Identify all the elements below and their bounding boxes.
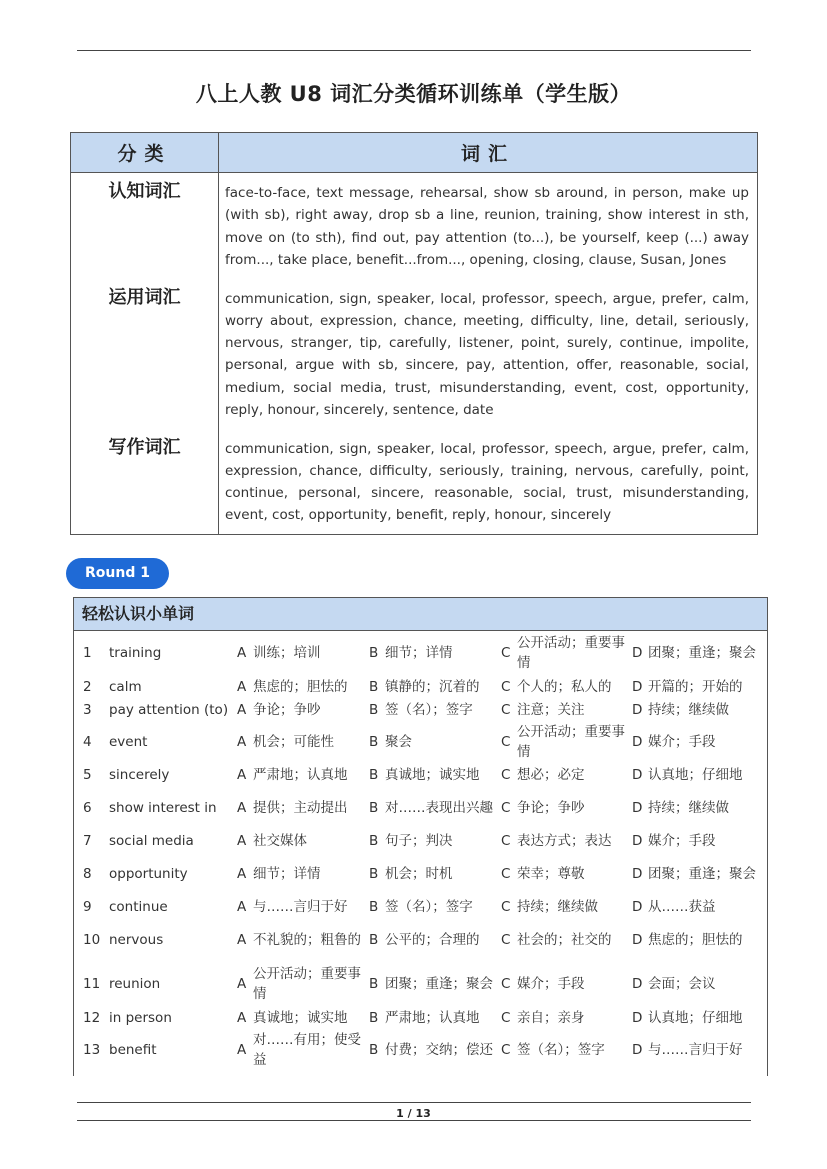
quiz-item-word: nervous	[109, 932, 164, 948]
quiz-item-number: 3	[83, 702, 92, 718]
option-b[interactable]	[369, 930, 501, 950]
vocabulary-table	[70, 132, 758, 535]
option-c[interactable]	[501, 1008, 632, 1028]
option-letter: C	[501, 976, 511, 992]
option-c[interactable]	[501, 1040, 632, 1060]
option-text: 焦虑的；胆怯的	[253, 679, 348, 695]
quiz-item-number: 6	[83, 800, 92, 816]
quiz-item-word: sincerely	[109, 767, 170, 783]
option-text: 想必；必定	[517, 767, 585, 783]
quiz-item-word: social media	[109, 833, 194, 849]
option-letter: A	[237, 899, 247, 915]
option-c[interactable]	[501, 897, 632, 917]
option-letter: D	[632, 833, 643, 849]
option-d[interactable]	[632, 700, 762, 720]
option-letter: B	[369, 800, 379, 816]
vocabulary-table-header	[71, 133, 758, 173]
option-letter: C	[501, 899, 511, 915]
option-a[interactable]	[237, 897, 369, 917]
option-letter: D	[632, 899, 643, 915]
option-letter: D	[632, 1010, 643, 1026]
option-letter: C	[501, 767, 511, 783]
option-letter: D	[632, 702, 643, 718]
option-letter: A	[237, 1010, 247, 1026]
option-a[interactable]	[237, 831, 369, 851]
option-letter: D	[632, 866, 643, 882]
option-text: 表达方式；表达	[517, 833, 612, 849]
option-text: 从……获益	[648, 899, 716, 915]
option-text: 媒介；手段	[648, 734, 716, 750]
header-vocabulary: 词汇	[219, 133, 758, 173]
footer-rule-bottom	[77, 1120, 751, 1121]
quiz-item	[74, 787, 767, 829]
quiz-item	[74, 631, 767, 675]
quiz-item-word: continue	[109, 899, 168, 915]
option-text: 团聚；重逢；聚会	[648, 645, 756, 661]
option-text: 机会；时机	[385, 866, 453, 882]
quiz-item	[74, 721, 767, 763]
quiz-item	[74, 961, 767, 1007]
option-c[interactable]	[501, 722, 632, 762]
option-letter: B	[369, 976, 379, 992]
option-letter: A	[237, 800, 247, 816]
option-a[interactable]	[237, 677, 369, 697]
option-text: 开篇的；开始的	[648, 679, 743, 695]
option-letter: B	[369, 866, 379, 882]
words-cell: face-to-face, text message, rehearsal, show sb around, in person, make up (with sb), right away, drop sb a line, reunion, training, show interest in sth, move on (to sth), find out, pay attention (to...), be yourself, keep (...) away from..., take place, benefit...from..., opening, closing, clause, Susan, Jones	[219, 173, 758, 279]
option-d[interactable]	[632, 831, 762, 851]
quiz-item	[74, 853, 767, 895]
option-d[interactable]	[632, 930, 762, 950]
option-text: 提供；主动提出	[253, 800, 348, 816]
quiz-item-number: 2	[83, 679, 92, 695]
option-letter: B	[369, 932, 379, 948]
option-letter: A	[237, 976, 247, 992]
option-text: 签（名）；签字	[517, 1042, 605, 1058]
quiz-item-word: in person	[109, 1010, 172, 1026]
option-a[interactable]	[237, 930, 369, 950]
footer-rule	[77, 1102, 751, 1103]
option-letter: D	[632, 800, 643, 816]
quiz-heading: 轻松认识小单词	[74, 598, 767, 631]
quiz-item-word: event	[109, 734, 148, 750]
option-letter: B	[369, 767, 379, 783]
option-text: 签（名）；签字	[385, 702, 473, 718]
option-letter: B	[369, 645, 379, 661]
option-text: 真诚地；诚实地	[253, 1010, 348, 1026]
option-b[interactable]	[369, 700, 501, 720]
quiz-section	[73, 597, 768, 1076]
option-letter: A	[237, 1042, 247, 1058]
option-letter: B	[369, 1042, 379, 1058]
quiz-list	[74, 631, 767, 1071]
quiz-item-word: pay attention (to)	[109, 702, 229, 718]
option-text: 社会的；社交的	[517, 932, 612, 948]
option-d[interactable]	[632, 1040, 762, 1060]
quiz-item-number: 4	[83, 734, 92, 750]
option-text: 媒介；手段	[648, 833, 716, 849]
option-d[interactable]	[632, 765, 762, 785]
option-d[interactable]	[632, 677, 762, 697]
option-text: 对……有用；使受益	[253, 1032, 361, 1068]
option-letter: D	[632, 932, 643, 948]
option-b[interactable]	[369, 677, 501, 697]
option-text: 训练；培训	[253, 645, 321, 661]
option-text: 亲自；亲身	[517, 1010, 585, 1026]
option-d[interactable]	[632, 1008, 762, 1028]
option-letter: B	[369, 702, 379, 718]
option-c[interactable]	[501, 700, 632, 720]
option-letter: C	[501, 702, 511, 718]
option-letter: C	[501, 932, 511, 948]
option-c[interactable]	[501, 633, 632, 673]
option-letter: B	[369, 833, 379, 849]
option-letter: A	[237, 833, 247, 849]
quiz-item	[74, 1007, 767, 1029]
option-text: 社交媒体	[253, 833, 307, 849]
option-d[interactable]	[632, 974, 762, 994]
option-text: 句子；判决	[385, 833, 453, 849]
quiz-item	[74, 895, 767, 919]
option-text: 与……言归于好	[648, 1042, 743, 1058]
quiz-item-number: 10	[83, 932, 101, 948]
option-letter: C	[501, 833, 511, 849]
option-d[interactable]	[632, 864, 762, 884]
option-a[interactable]	[237, 864, 369, 884]
option-text: 签（名）；签字	[385, 899, 473, 915]
option-letter: C	[501, 1042, 511, 1058]
table-row	[71, 429, 758, 535]
option-text: 荣幸；尊敬	[517, 866, 585, 882]
option-b[interactable]	[369, 1040, 501, 1060]
round-badge: Round 1	[66, 558, 169, 589]
option-letter: B	[369, 734, 379, 750]
option-text: 严肃地；认真地	[385, 1010, 480, 1026]
quiz-item	[74, 829, 767, 853]
quiz-item-number: 7	[83, 833, 92, 849]
option-b[interactable]	[369, 897, 501, 917]
option-text: 认真地；仔细地	[648, 1010, 743, 1026]
option-c[interactable]	[501, 930, 632, 950]
option-b[interactable]	[369, 798, 501, 818]
option-c[interactable]	[501, 798, 632, 818]
page-title: 八上人教 U8 词汇分类循环训练单（学生版）	[195, 82, 632, 106]
option-text: 公开活动；重要事情	[517, 635, 625, 671]
option-letter: C	[501, 734, 511, 750]
quiz-item-number: 12	[83, 1010, 101, 1026]
option-a[interactable]	[237, 1030, 369, 1070]
option-text: 持续；继续做	[648, 800, 729, 816]
option-text: 聚会	[385, 734, 412, 750]
option-text: 公开活动；重要事情	[253, 966, 361, 1002]
option-b[interactable]	[369, 864, 501, 884]
option-letter: A	[237, 679, 247, 695]
option-letter: A	[237, 702, 247, 718]
option-letter: D	[632, 645, 643, 661]
quiz-item-number: 5	[83, 767, 92, 783]
category-cell: 运用词汇	[71, 279, 219, 429]
quiz-item-number: 13	[83, 1042, 101, 1058]
option-text: 注意；关注	[517, 702, 585, 718]
option-a[interactable]	[237, 643, 369, 663]
option-text: 细节；详情	[253, 866, 321, 882]
option-d[interactable]	[632, 732, 762, 752]
option-text: 个人的；私人的	[517, 679, 612, 695]
option-letter: C	[501, 679, 511, 695]
category-cell: 写作词汇	[71, 429, 219, 535]
quiz-item-word: reunion	[109, 976, 161, 992]
option-text: 机会；可能性	[253, 734, 334, 750]
option-letter: D	[632, 1042, 643, 1058]
quiz-item-number: 9	[83, 899, 92, 915]
quiz-item	[74, 919, 767, 961]
option-letter: C	[501, 1010, 511, 1026]
option-letter: A	[237, 645, 247, 661]
option-d[interactable]	[632, 798, 762, 818]
quiz-item	[74, 763, 767, 787]
quiz-item-word: opportunity	[109, 866, 188, 882]
option-letter: A	[237, 932, 247, 948]
option-letter: B	[369, 679, 379, 695]
option-text: 争论；争吵	[517, 800, 585, 816]
option-letter: C	[501, 866, 511, 882]
option-letter: A	[237, 767, 247, 783]
option-c[interactable]	[501, 974, 632, 994]
option-text: 对……表现出兴趣	[385, 800, 493, 816]
quiz-item	[74, 675, 767, 699]
option-text: 细节；详情	[385, 645, 453, 661]
option-text: 公平的；合理的	[385, 932, 480, 948]
page-number: 1 / 13	[396, 1107, 431, 1120]
option-a[interactable]	[237, 700, 369, 720]
words-cell: communication, sign, speaker, local, professor, speech, argue, prefer, calm, worry about, expression, chance, meeting, difficulty, line, detail, seriously, nervous, stranger, tip, carefully, listener, point, surely, continue, impolite, personal, argue with sb, sincere, pay, attention, offer, reasonable, social, medium, social media, trust, misunderstanding, event, cost, opportunity, reply, honour, sincerely, sentence, date	[219, 279, 758, 429]
option-text: 镇静的；沉着的	[385, 679, 480, 695]
option-text: 持续；继续做	[517, 899, 598, 915]
option-a[interactable]	[237, 1008, 369, 1028]
option-d[interactable]	[632, 643, 762, 663]
quiz-item-number: 8	[83, 866, 92, 882]
option-text: 媒介；手段	[517, 976, 585, 992]
option-letter: C	[501, 645, 511, 661]
quiz-item-number: 1	[83, 645, 92, 661]
option-letter: D	[632, 767, 643, 783]
option-b[interactable]	[369, 1008, 501, 1028]
option-text: 付费；交纳；偿还	[385, 1042, 493, 1058]
quiz-item-word: show interest in	[109, 800, 217, 816]
option-a[interactable]	[237, 732, 369, 752]
top-rule	[77, 50, 751, 51]
option-letter: D	[632, 976, 643, 992]
option-b[interactable]	[369, 765, 501, 785]
category-cell: 认知词汇	[71, 173, 219, 279]
quiz-item	[74, 1029, 767, 1071]
option-text: 焦虑的；胆怯的	[648, 932, 743, 948]
option-letter: D	[632, 734, 643, 750]
option-text: 争论；争吵	[253, 702, 321, 718]
option-d[interactable]	[632, 897, 762, 917]
quiz-item	[74, 699, 767, 721]
quiz-item-number: 11	[83, 976, 101, 992]
option-text: 团聚；重逢；聚会	[385, 976, 493, 992]
option-text: 公开活动；重要事情	[517, 724, 625, 760]
option-text: 真诚地；诚实地	[385, 767, 480, 783]
option-c[interactable]	[501, 831, 632, 851]
option-letter: D	[632, 679, 643, 695]
option-letter: C	[501, 800, 511, 816]
option-text: 会面；会议	[648, 976, 716, 992]
option-letter: B	[369, 1010, 379, 1026]
option-a[interactable]	[237, 964, 369, 1004]
option-letter: A	[237, 734, 247, 750]
header-category: 分类	[71, 133, 219, 173]
option-text: 不礼貌的；粗鲁的	[253, 932, 361, 948]
option-c[interactable]	[501, 765, 632, 785]
option-text: 严肃地；认真地	[253, 767, 348, 783]
option-b[interactable]	[369, 831, 501, 851]
option-a[interactable]	[237, 798, 369, 818]
quiz-item-word: training	[109, 645, 162, 661]
option-c[interactable]	[501, 864, 632, 884]
option-c[interactable]	[501, 677, 632, 697]
option-letter: A	[237, 866, 247, 882]
option-b[interactable]	[369, 974, 501, 994]
quiz-item-word: benefit	[109, 1042, 157, 1058]
option-b[interactable]	[369, 732, 501, 752]
option-letter: B	[369, 899, 379, 915]
option-text: 与……言归于好	[253, 899, 348, 915]
option-text: 认真地；仔细地	[648, 767, 743, 783]
table-row	[71, 279, 758, 429]
words-cell: communication, sign, speaker, local, professor, speech, argue, prefer, calm, expression, chance, difficulty, seriously, training, nervous, carefully, point, continue, personal, sincere, reasonable, social, trust, misunderstanding, event, cost, opportunity, benefit, reply, honour, sincerely	[219, 429, 758, 535]
table-row	[71, 173, 758, 279]
quiz-item-word: calm	[109, 679, 142, 695]
option-text: 团聚；重逢；聚会	[648, 866, 756, 882]
option-b[interactable]	[369, 643, 501, 663]
option-a[interactable]	[237, 765, 369, 785]
option-text: 持续；继续做	[648, 702, 729, 718]
